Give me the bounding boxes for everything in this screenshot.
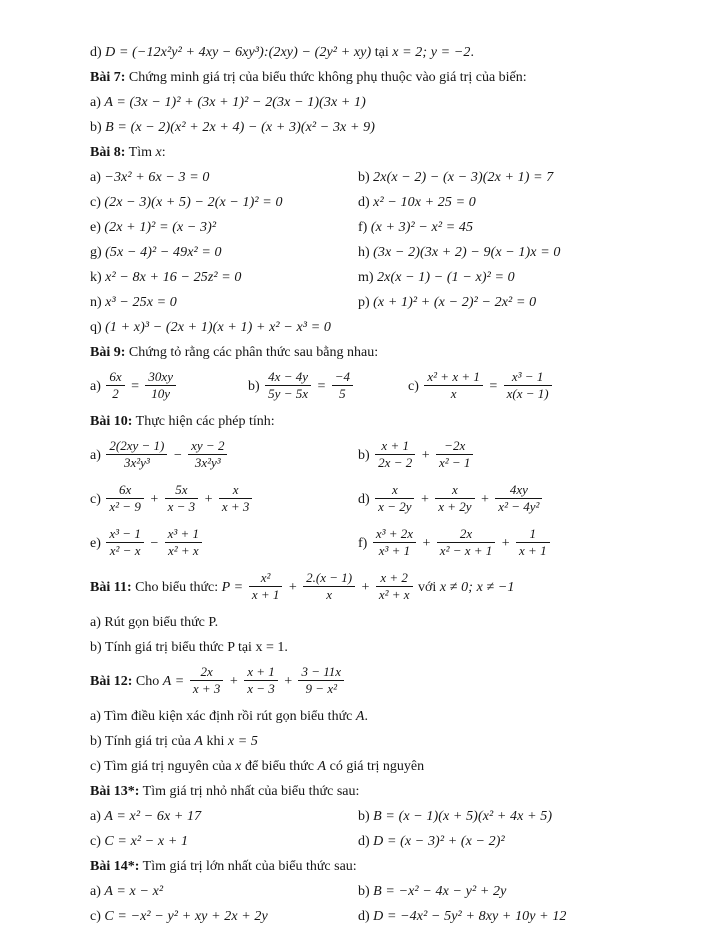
doc-column [90,904,358,929]
bai8-items-km [90,265,678,290]
doc-column [90,240,358,265]
doc-column [358,478,678,522]
math-run: C = x² − x + 1 [104,834,189,849]
bai11-item-a [90,610,678,635]
fraction-denominator: x² + x [165,542,202,559]
text-run: n) [90,295,106,310]
math-run: + [200,492,217,507]
math-run: (3x − 2)(3x + 2) − 9(x − 1)x = 0 [373,245,561,260]
fraction-denominator: x − 3 [165,498,199,515]
fraction [106,438,167,471]
doc-column [90,315,678,340]
bai7-item-b [90,115,678,140]
fraction-denominator: x² − x + 1 [437,542,495,559]
text-run: a) Tìm điều kiện xác định rồi rút gọn biểu thức [90,709,356,724]
doc-column [90,660,678,704]
math-run: + [418,536,435,551]
bai14-heading [90,854,678,879]
text-run: a) [90,884,105,899]
fraction [145,369,176,402]
text-run: b) Tính giá trị của [90,734,195,749]
bai9-items-abc [90,365,678,409]
math-run: D = (x − 3)² + (x − 2)² [373,834,505,849]
math-run: A = x² − 6x + 17 [104,809,202,824]
bai12-heading [90,660,678,704]
fraction-numerator: 2.(x − 1) [306,570,353,586]
fraction-numerator: 2(2xy − 1) [109,438,165,454]
doc-column [90,65,678,90]
text-run: f) [358,220,371,235]
doc-column [90,635,678,660]
fraction-denominator: 3x²y³ [106,454,167,471]
doc-column [90,610,678,635]
text-run: b) [358,170,374,185]
fraction-numerator: 6x [118,482,132,498]
text-run: b) [90,120,106,135]
bai8-items-ab [90,165,678,190]
fraction [436,438,473,471]
fraction [504,369,552,402]
doc-column [358,829,678,854]
bai11-heading [90,566,678,610]
doc-column [90,478,358,522]
math-run: 2x(x − 1) − (1 − x)² = 0 [377,270,515,285]
line-6d [90,40,678,65]
fraction-numerator: x + 1 [381,438,409,454]
fraction-denominator: 2 [106,385,124,402]
exercise-label: Bài 12: [90,674,133,689]
math-run: (1 + x)³ − (2x + 1)(x + 1) + x² − x³ = 0 [105,320,331,335]
bai11-item-b [90,635,678,660]
doc-column [90,140,678,165]
doc-column [90,265,358,290]
fraction-denominator: x + 3 [190,680,224,697]
fraction-denominator: x [424,385,482,402]
fraction-denominator: x² − 1 [436,454,473,471]
text-run: a) Rút gọn biểu thức P. [90,615,219,630]
doc-column [90,704,678,729]
text-run: a) [90,379,105,394]
text-run: c) [90,834,105,849]
math-run: C = −x² − y² + xy + 2x + 2y [104,909,268,924]
doc-column [90,779,678,804]
fraction [219,482,253,515]
math-run: x³ − 25x = 0 [105,295,177,310]
math-run: + [417,448,434,463]
bai8-items-cd [90,190,678,215]
text-run: tại [371,45,393,60]
doc-column [248,365,408,409]
text-run: d) [358,195,374,210]
fraction [190,664,224,697]
bai10-items-ef [90,522,678,566]
math-run: x² − 8x + 16 − 25z² = 0 [105,270,242,285]
fraction-numerator: 4x − 4y [268,369,308,385]
doc-column [90,754,678,779]
fraction-numerator: −4 [334,369,351,385]
bai7-item-a [90,90,678,115]
fraction-denominator: x − 3 [244,680,278,697]
math-run: (5x − 4)² − 49x² = 0 [105,245,222,260]
doc-column [90,340,678,365]
fraction-numerator: 2x [200,664,213,680]
fraction-numerator: 6x [109,369,122,385]
math-run: A = [162,674,188,689]
text-run: b) [358,809,374,824]
fraction-numerator: x [232,482,239,498]
text-run: a) [90,95,105,110]
fraction [165,482,199,515]
fraction-numerator: 30xy [148,369,173,385]
fraction-denominator: x³ + 1 [373,542,416,559]
text-run: Tìm giá trị lớn nhất của biểu thức sau: [139,859,357,874]
bai10-heading [90,409,678,434]
bai14-items-cd [90,904,678,929]
doc-column [358,190,678,215]
fraction-denominator: 9 − x² [298,680,344,697]
text-run: Cho biểu thức: [131,580,222,595]
doc-column [358,804,678,829]
fraction [516,526,550,559]
math-run: A [355,709,365,724]
exercise-label: Bài 9: [90,345,126,360]
math-run: x² − 10x + 25 = 0 [373,195,476,210]
doc-column [90,434,358,478]
fraction-denominator: x − 2y [375,498,414,515]
text-run: Cho [132,674,163,689]
fraction-denominator: x + 1 [249,586,283,603]
fraction-numerator: x + 1 [247,664,275,680]
math-run: (2x + 1)² = (x − 3)² [104,220,217,235]
bai12-item-a [90,704,678,729]
doc-column [90,729,678,754]
text-run: p) [358,295,374,310]
text-run: để biểu thức [241,759,318,774]
fraction [106,482,143,515]
doc-column [358,265,678,290]
math-run: + [279,674,297,689]
text-run: . [364,709,369,724]
doc-column [90,90,678,115]
math-run: + [476,492,494,507]
math-run: P = [221,580,247,595]
fraction-numerator: x [391,482,398,498]
text-run: có giá trị nguyên [326,759,425,774]
math-run: + [416,492,434,507]
text-run: k) [90,270,106,285]
math-run: B = −x² − 4x − y² + 2y [373,884,507,899]
math-run: (2x − 3)(x + 5) − 2(x − 1)² = 0 [104,195,283,210]
doc-column [90,190,358,215]
bai10-items-ab [90,434,678,478]
math-run: x = 5 [227,734,259,749]
fraction [375,438,415,471]
fraction [495,482,542,515]
math-run: x [155,145,162,160]
text-run: khi [202,734,228,749]
text-run: : [161,145,166,160]
bai10-items-cd [90,478,678,522]
fraction-numerator: 5x [175,482,188,498]
math-run: + [497,536,515,551]
bai8-heading [90,140,678,165]
doc-column [90,165,358,190]
text-run: d) [358,909,374,924]
math-run: B = (x − 2)(x² + 2x + 4) − (x + 3)(x² − 3x + 9) [105,120,375,135]
text-run: e) [90,220,105,235]
fraction-denominator: x² − 9 [106,498,143,515]
fraction-numerator: x + 2 [380,570,408,586]
fraction-numerator: 2x [459,526,473,542]
bai9-heading [90,340,678,365]
text-run: Chứng tỏ rằng các phân thức sau bằng nhau: [125,345,379,360]
fraction-numerator: xy − 2 [191,438,225,454]
math-run: B = (x − 1)(x + 5)(x² + 4x + 5) [373,809,553,824]
math-run: + [225,674,243,689]
text-run: Tìm [125,145,156,160]
text-run: c) [90,909,105,924]
math-run: = [484,379,502,394]
math-run: 2x(x − 2) − (x − 3)(2x + 1) = 7 [373,170,554,185]
fraction-numerator: 4xy [509,482,528,498]
bai7-heading [90,65,678,90]
math-run: D = (−12x²y² + 4xy − 6xy³):(2xy) − (2y² + xy) [105,45,372,60]
fraction-numerator: x³ + 1 [167,526,200,542]
math-run: (x + 1)² + (x − 2)² − 2x² = 0 [373,295,537,310]
text-run: b) [358,884,374,899]
fraction-denominator: x [303,586,355,603]
bai8-items-np [90,290,678,315]
doc-column [90,829,358,854]
fraction-denominator: 5 [332,385,353,402]
doc-column [358,522,678,566]
text-run: f) [358,536,371,551]
doc-column [90,879,358,904]
fraction-numerator: −2x [444,438,466,454]
text-run: b) [248,379,264,394]
exercise-label: Bài 14*: [90,859,140,874]
math-run: x ≠ 0; x ≠ −1 [439,580,515,595]
fraction-numerator: x² + x + 1 [427,369,480,385]
fraction-numerator: 3 − 11x [301,664,342,680]
text-run: q) [90,320,106,335]
bai8-items-gh [90,240,678,265]
fraction [249,570,283,603]
math-run: A [194,734,203,749]
math-run: (x + 3)² − x² = 45 [370,220,474,235]
exercise-label: Bài 7: [90,70,126,85]
math-run: + [357,580,374,595]
doc-column [90,290,358,315]
bai13-items-cd [90,829,678,854]
text-run: Tìm giá trị nhỏ nhất của biểu thức sau: [139,784,360,799]
bai8-items-ef [90,215,678,240]
doc-column [358,165,678,190]
fraction [435,482,474,515]
math-run: A = x − x² [104,884,164,899]
fraction [376,570,413,603]
bai12-item-b [90,729,678,754]
bai13-heading [90,779,678,804]
doc-column [358,215,678,240]
text-run: m) [358,270,378,285]
text-run: b) Tính giá trị biểu thức P tại x = 1. [90,640,288,655]
fraction-denominator: x² + x [376,586,413,603]
text-run: a) [90,448,105,463]
fraction [332,369,353,402]
fraction [265,369,311,402]
fraction-denominator: x(x − 1) [504,385,552,402]
math-run: x [235,759,242,774]
fraction-denominator: x + 2y [435,498,474,515]
doc-column [90,115,678,140]
math-run: − [145,536,163,551]
fraction-denominator: 2x − 2 [375,454,415,471]
fraction-denominator: x² − 4y² [495,498,542,515]
text-run: với [414,580,440,595]
text-run: c) [90,492,105,507]
doc-column [90,409,678,434]
doc-column [90,804,358,829]
fraction-numerator: x² [260,570,271,586]
math-run: = [126,379,144,394]
doc-column [358,879,678,904]
fraction [375,482,414,515]
fraction-denominator: 3x²y³ [188,454,227,471]
text-run: c) [408,379,423,394]
fraction-denominator: x + 3 [219,498,253,515]
math-run: + [145,492,163,507]
doc-column [358,434,678,478]
text-run: Chứng minh giá trị của biểu thức không phụ thuộc vào giá trị của biến: [125,70,527,85]
text-run: d) [90,45,106,60]
fraction-numerator: 1 [529,526,537,542]
math-run: − [169,448,187,463]
exercise-label: Bài 10: [90,414,133,429]
fraction-denominator: 10y [145,385,176,402]
math-run: D = −4x² − 5y² + 8xy + 10y + 12 [373,909,567,924]
fraction-denominator: x² − x [106,542,143,559]
math-run: A = (3x − 1)² + (3x + 1)² − 2(3x − 1)(3x + 1) [104,95,366,110]
doc-column [358,290,678,315]
fraction-denominator: 5y − 5x [265,385,311,402]
doc-column [408,365,678,409]
exercise-label: Bài 8: [90,145,126,160]
text-run: a) [90,170,105,185]
text-run: . [470,45,474,60]
doc-column [358,904,678,929]
fraction-numerator: x³ − 1 [511,369,544,385]
doc-column [90,365,248,409]
text-run: d) [358,492,374,507]
bai14-items-ab [90,879,678,904]
fraction [165,526,202,559]
text-run: e) [90,536,105,551]
math-run: + [284,580,302,595]
fraction [437,526,495,559]
fraction [106,526,143,559]
document-content [90,40,678,929]
math-run: A [317,759,327,774]
text-run: Thực hiện các phép tính: [132,414,275,429]
bai12-item-c [90,754,678,779]
fraction [373,526,416,559]
exercise-label: Bài 11: [90,580,132,595]
fraction-denominator: x + 1 [516,542,550,559]
doc-column [90,522,358,566]
fraction [298,664,344,697]
fraction [303,570,355,603]
math-run: x = 2; y = −2 [392,45,471,60]
text-run: c) [90,195,105,210]
doc-column [358,240,678,265]
doc-column [90,854,678,879]
exercise-label: Bài 13*: [90,784,140,799]
text-run: g) [90,245,106,260]
fraction-numerator: x [452,482,458,498]
doc-column [90,215,358,240]
text-run: c) Tìm giá trị nguyên của [90,759,236,774]
fraction [424,369,482,402]
text-run: h) [358,245,374,260]
text-run: d) [358,834,374,849]
fraction-numerator: x³ − 1 [109,526,141,542]
text-run: b) [358,448,374,463]
fraction [106,369,124,402]
math-run: −3x² + 6x − 3 = 0 [104,170,210,185]
fraction [244,664,278,697]
math-run: = [312,379,330,394]
text-run: a) [90,809,105,824]
fraction-numerator: x³ + 2x [375,526,414,542]
doc-column [90,566,678,610]
fraction [188,438,227,471]
doc-column [90,40,678,65]
bai8-item-q [90,315,678,340]
bai13-items-ab [90,804,678,829]
